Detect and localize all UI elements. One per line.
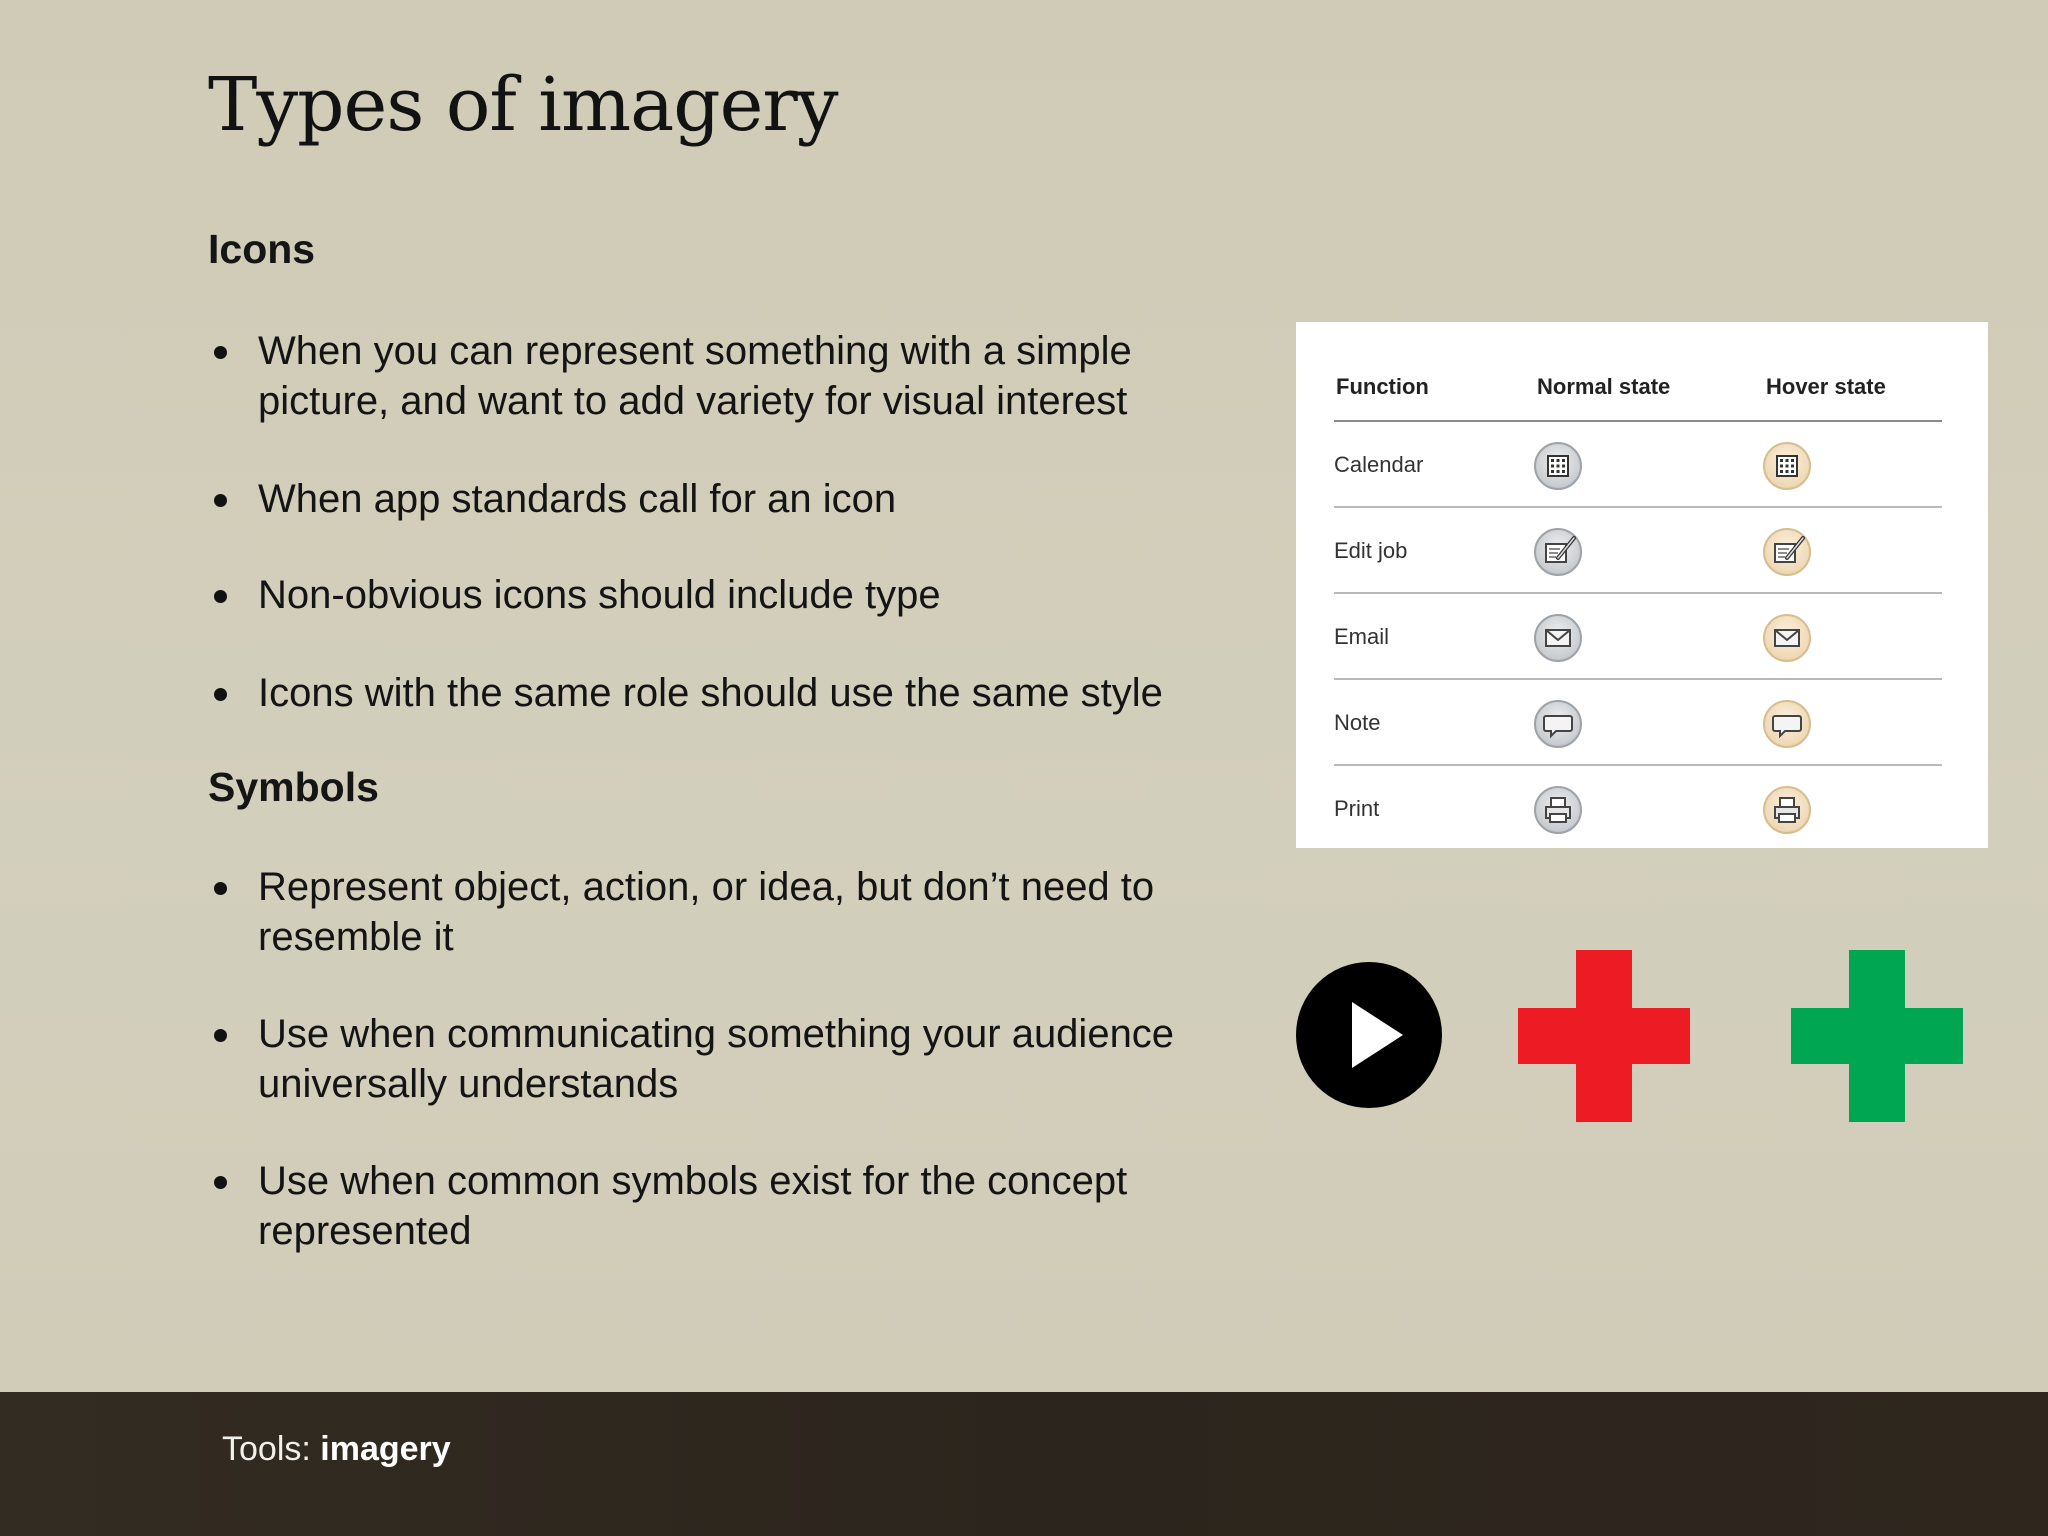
list-item: Non-obvious icons should include type — [208, 570, 1258, 620]
table-row — [1334, 594, 1942, 680]
edit-icon — [1534, 528, 1582, 576]
list-item: Use when communicating something your audience universally understands — [208, 1009, 1258, 1109]
red-cross-icon — [1518, 950, 1690, 1122]
list-item: Represent object, action, or idea, but don’t need to resemble it — [208, 862, 1258, 962]
envelope-icon — [1763, 614, 1811, 662]
table-row — [1334, 680, 1942, 766]
list-item: Icons with the same role should use the same style — [208, 668, 1258, 718]
footer-bar — [0, 1392, 2048, 1536]
icon-table — [1334, 348, 1942, 850]
section-heading-icons: Icons — [208, 226, 316, 272]
function-label: Edit job — [1334, 538, 1408, 563]
column-header-hover-state: Hover state — [1766, 374, 1886, 399]
footer-label — [222, 1430, 451, 1469]
printer-icon — [1763, 786, 1811, 834]
table-row — [1334, 422, 1942, 508]
page-title: Types of imagery — [208, 62, 838, 148]
calendar-icon — [1534, 442, 1582, 490]
section-heading-symbols: Symbols — [208, 764, 379, 810]
table-row — [1334, 508, 1942, 594]
green-cross-icon — [1791, 950, 1963, 1122]
list-item: When you can represent something with a simple picture, and want to add variety for visual interest — [208, 326, 1258, 426]
column-header-function: Function — [1336, 374, 1429, 399]
function-label: Print — [1334, 796, 1380, 821]
function-label: Note — [1334, 710, 1381, 735]
icon-table-panel — [1296, 322, 1988, 848]
table-header — [1334, 348, 1942, 422]
table-row — [1334, 766, 1942, 850]
speech-bubble-icon — [1763, 700, 1811, 748]
speech-bubble-icon — [1534, 700, 1582, 748]
function-label: Calendar — [1334, 452, 1424, 477]
footer-prefix: Tools: — [222, 1430, 321, 1468]
edit-icon — [1763, 528, 1811, 576]
footer-topic: imagery — [320, 1430, 451, 1468]
calendar-icon — [1763, 442, 1811, 490]
envelope-icon — [1534, 614, 1582, 662]
list-item: Use when common symbols exist for the concept represented — [208, 1156, 1258, 1256]
play-icon — [1296, 962, 1442, 1108]
list-item: When app standards call for an icon — [208, 474, 1258, 524]
printer-icon — [1534, 786, 1582, 834]
function-label: Email — [1334, 624, 1390, 649]
column-header-normal-state: Normal state — [1537, 374, 1671, 399]
